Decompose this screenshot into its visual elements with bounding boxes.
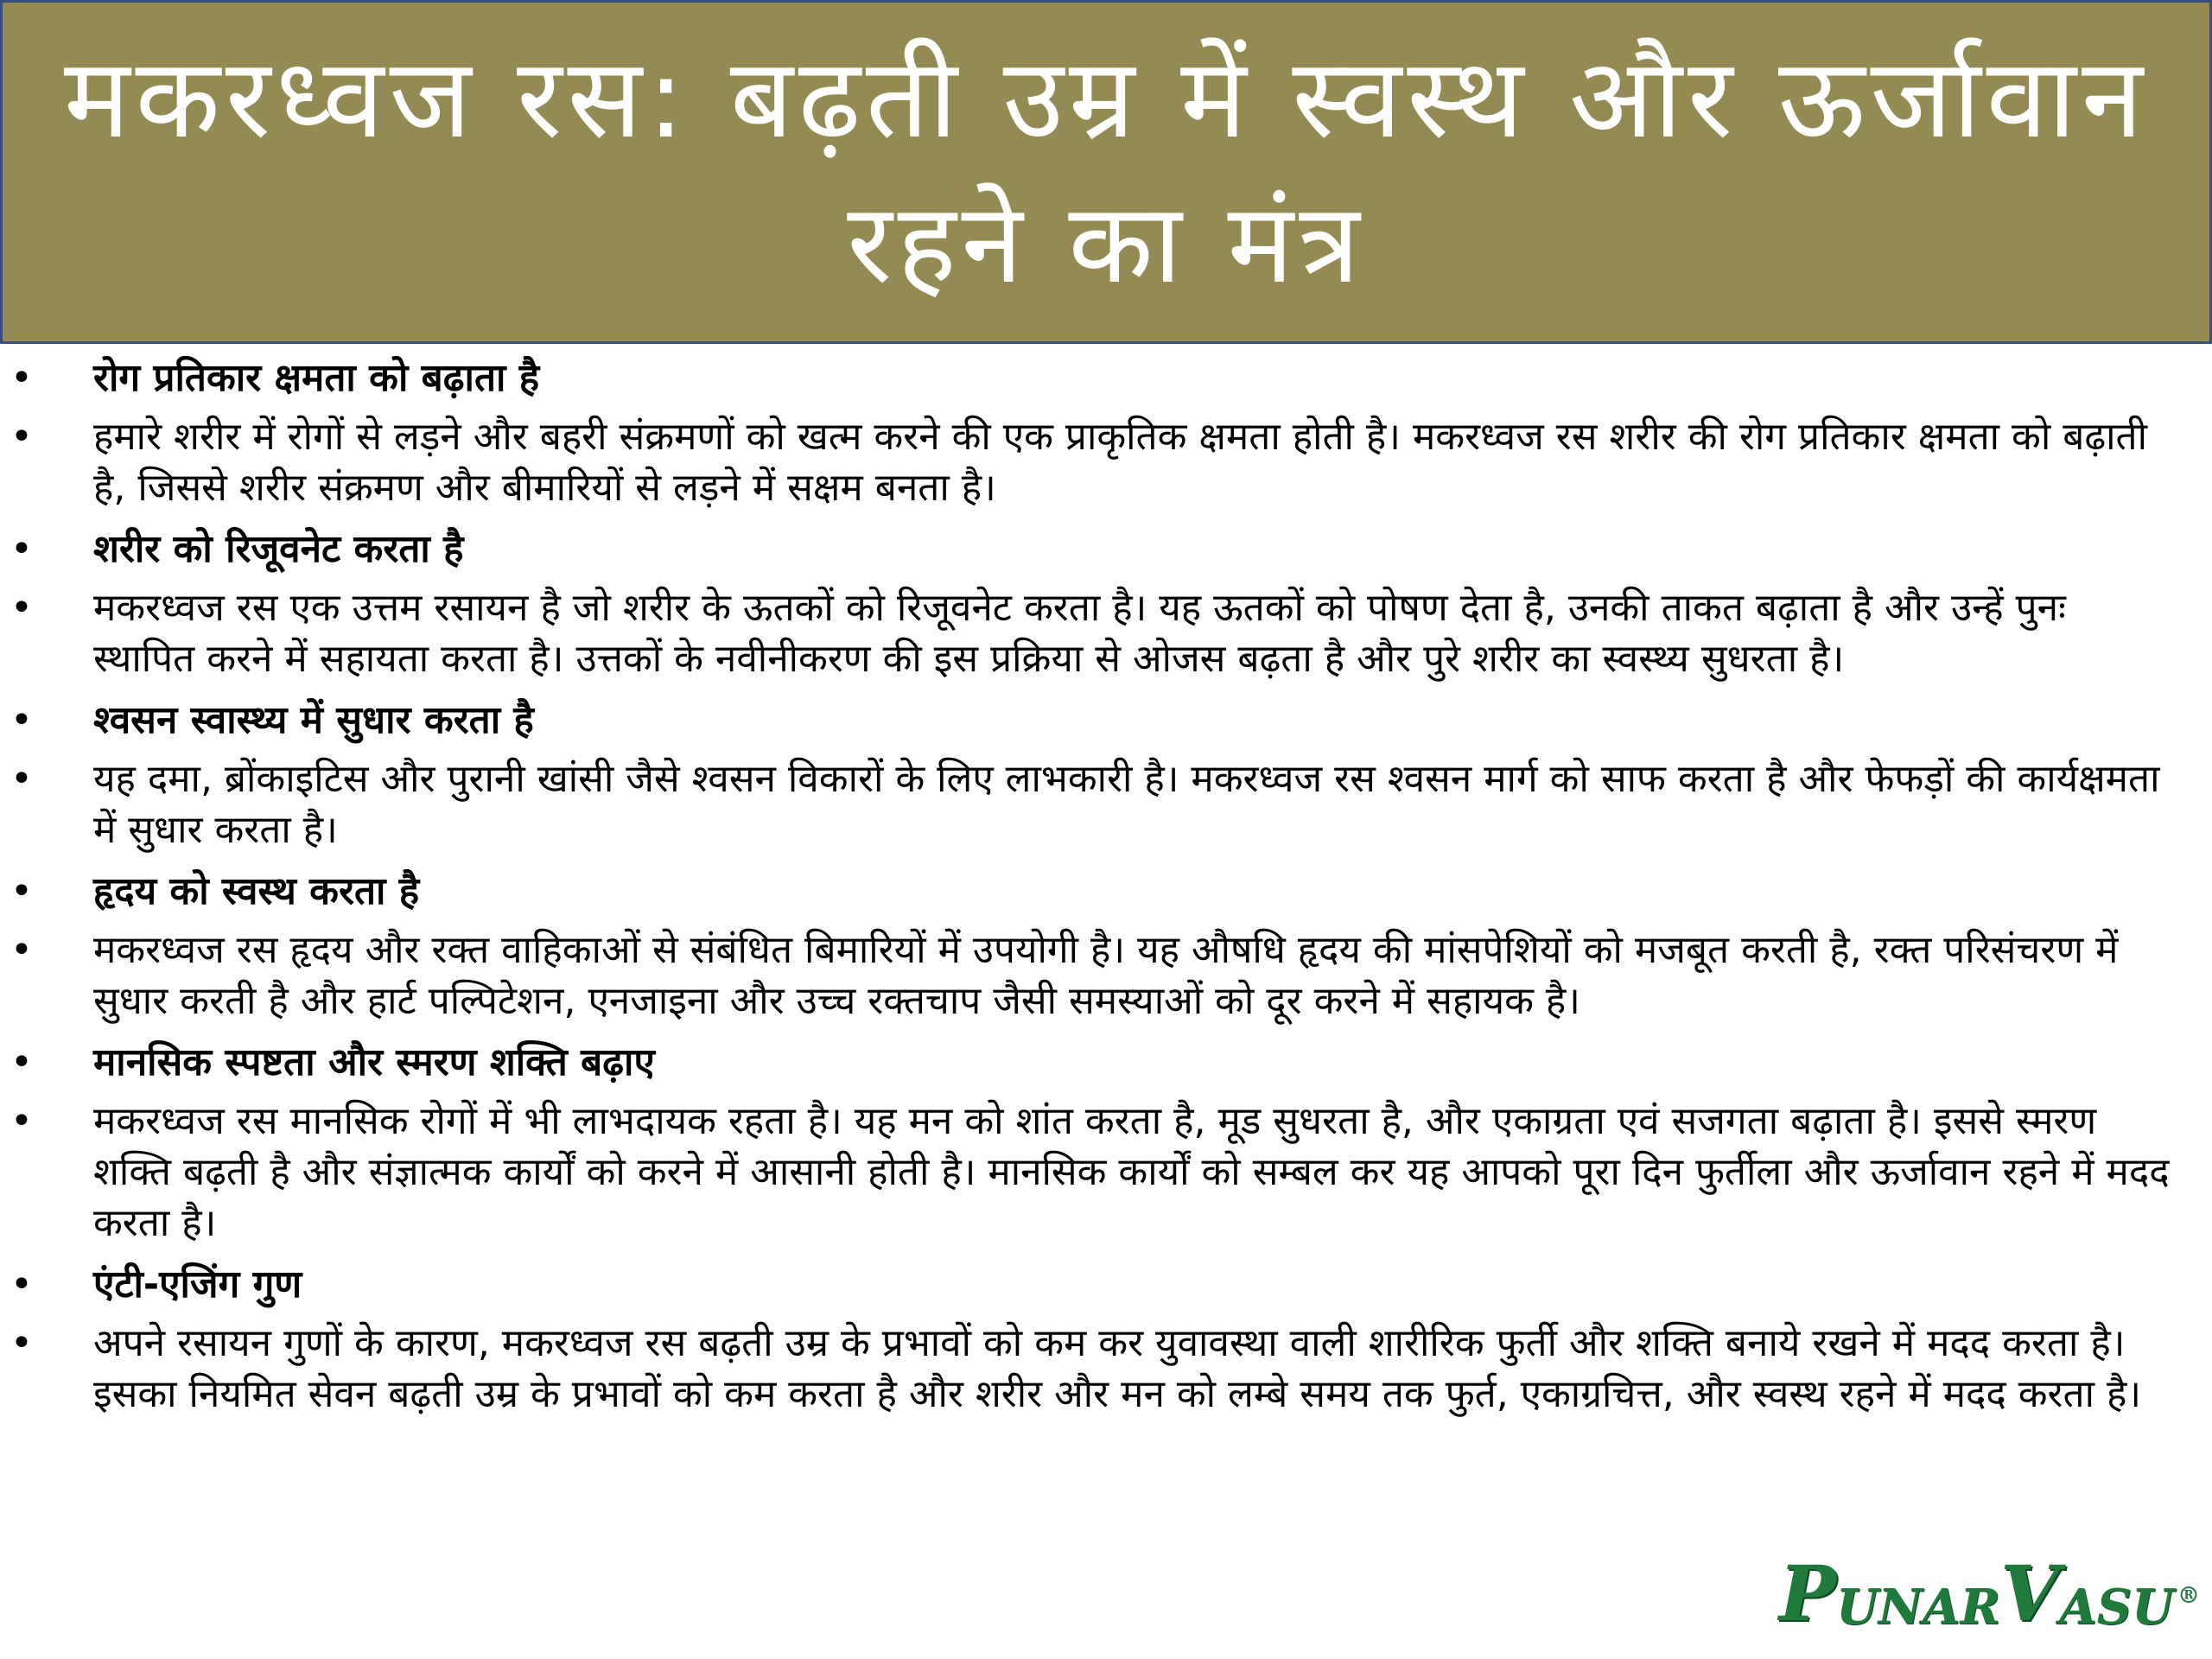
- bullet-icon: •: [10, 698, 33, 742]
- section-heading: [7, 524, 2177, 575]
- bullet-icon: •: [10, 415, 33, 459]
- section-heading: [7, 866, 2177, 918]
- bullet-icon: •: [10, 527, 33, 571]
- bullet-icon: •: [10, 1262, 33, 1306]
- logo-letter-v: V: [1999, 1548, 2060, 1638]
- paragraph-text: मकरध्वज रस हृदय और रक्त वाहिकाओं से संबंधित बिमारियों में उपयोगी है। यह औषधि हृदय की मांसपेशियों को मजबूत करती है, रक्त परिसंचरण में सुधार करती है और हार्ट पल्पिटेशन, एनजाइना और उच्च रक्तचाप जैसी समस्याओं को दूर करने में सहायक है।: [93, 928, 2119, 1023]
- section-paragraph: [7, 753, 2177, 855]
- section-heading: [7, 695, 2177, 747]
- section-paragraph: [7, 925, 2177, 1027]
- heading-text: शरीर को रिजूवनेट करता है: [93, 527, 464, 571]
- section-heading: [7, 1037, 2177, 1089]
- punarvasu-logo: [1778, 1548, 2200, 1638]
- page-title: मकरध्वज रस: बढ़ती उम्र में स्वस्थ और ऊर्जावान रहने का मंत्र: [63, 35, 2149, 308]
- section-paragraph: [7, 1096, 2177, 1249]
- section-paragraph: [7, 411, 2177, 513]
- paragraph-text: हमारे शरीर में रोगों से लड़ने और बहरी संक्रमणों को खत्म करने की एक प्राकृतिक क्षमता होती है। मकरध्वज रस शरीर की रोग प्रतिकार क्षमता को बढ़ाती है, जिससे शरीर संक्रमण और बीमारियों से लड़ने में सक्षम बनता है।: [93, 415, 2147, 510]
- logo-text-unar: UNAR: [1835, 1579, 2000, 1636]
- bullet-icon: •: [10, 1099, 33, 1143]
- section-paragraph: [7, 582, 2177, 684]
- heading-text: श्वसन स्वास्थ्य में सुधार करता है: [93, 698, 534, 742]
- logo-letter-p: P: [1778, 1548, 1836, 1638]
- bullet-icon: •: [10, 586, 33, 630]
- heading-text: मानसिक स्पष्टता और स्मरण शक्ति बढ़ाए: [93, 1040, 655, 1084]
- section-heading: [7, 353, 2177, 404]
- paragraph-text: मकरध्वज रस मानसिक रोगों में भी लाभदायक रहता है। यह मन को शांत करता है, मूड सुधरता है, और एकाग्रता एवं सजगता बढ़ाता है। इससे स्मरण शक्ति बढ़ती है और संज्ञात्मक कार्यों को करने में आसानी होती है। मानसिक कार्यों को सम्बल कर यह आपको पूरा दिन फुर्तीला और ऊर्जावान रहने में मदद करता है।: [93, 1099, 2170, 1245]
- section-paragraph: [7, 1318, 2177, 1420]
- bullet-icon: •: [10, 356, 33, 400]
- paragraph-text: मकरध्वज रस एक उत्तम रसायन है जो शरीर के ऊतकों को रिजूवनेट करता है। यह ऊतकों को पोषण देता है, उनकी ताकत बढ़ाता है और उन्हें पुनः स्थापित करने में सहायता करता है। उत्तकों के नवीनीकरण की इस प्रक्रिया से ओजस बढ़ता है और पुरे शरीर का स्वस्थ्य सुधरता है।: [93, 586, 2066, 681]
- paragraph-text: अपने रसायन गुणों के कारण, मकरध्वज रस बढ़ती उम्र के प्रभावों को कम कर युवावस्था वाली शारीरिक फुर्ती और शक्ति बनाये रखने में मदद करता है। इसका नियमित सेवन बढ़ती उम्र के प्रभावों को कम करता है और शरीर और मन को लम्बे समय तक फुर्त, एकाग्रचित्त, और स्वस्थ रहने में मदद करता है।: [93, 1321, 2142, 1416]
- logo-text-asu: ASU: [2059, 1579, 2174, 1636]
- heading-text: एंटी-एजिंग गुण: [93, 1262, 302, 1306]
- bullet-icon: •: [10, 1040, 33, 1084]
- bullet-icon: •: [10, 869, 33, 913]
- registered-mark: ®: [2177, 1583, 2200, 1609]
- content-list: [0, 353, 2212, 1430]
- section-heading: [7, 1259, 2177, 1311]
- bullet-icon: •: [10, 757, 33, 801]
- title-banner: [0, 0, 2212, 344]
- heading-text: हृदय को स्वस्थ करता है: [93, 869, 420, 913]
- paragraph-text: यह दमा, ब्रोंकाइटिस और पुरानी खांसी जैसे श्वसन विकारों के लिए लाभकारी है। मकरध्वज रस श्वसन मार्ग को साफ करता है और फेफड़ों की कार्यक्षमता में सुधार करता है।: [93, 757, 2160, 852]
- bullet-icon: •: [10, 1321, 33, 1365]
- bullet-icon: •: [10, 928, 33, 972]
- heading-text: रोग प्रतिकार क्षमता को बढ़ाता है: [93, 356, 540, 400]
